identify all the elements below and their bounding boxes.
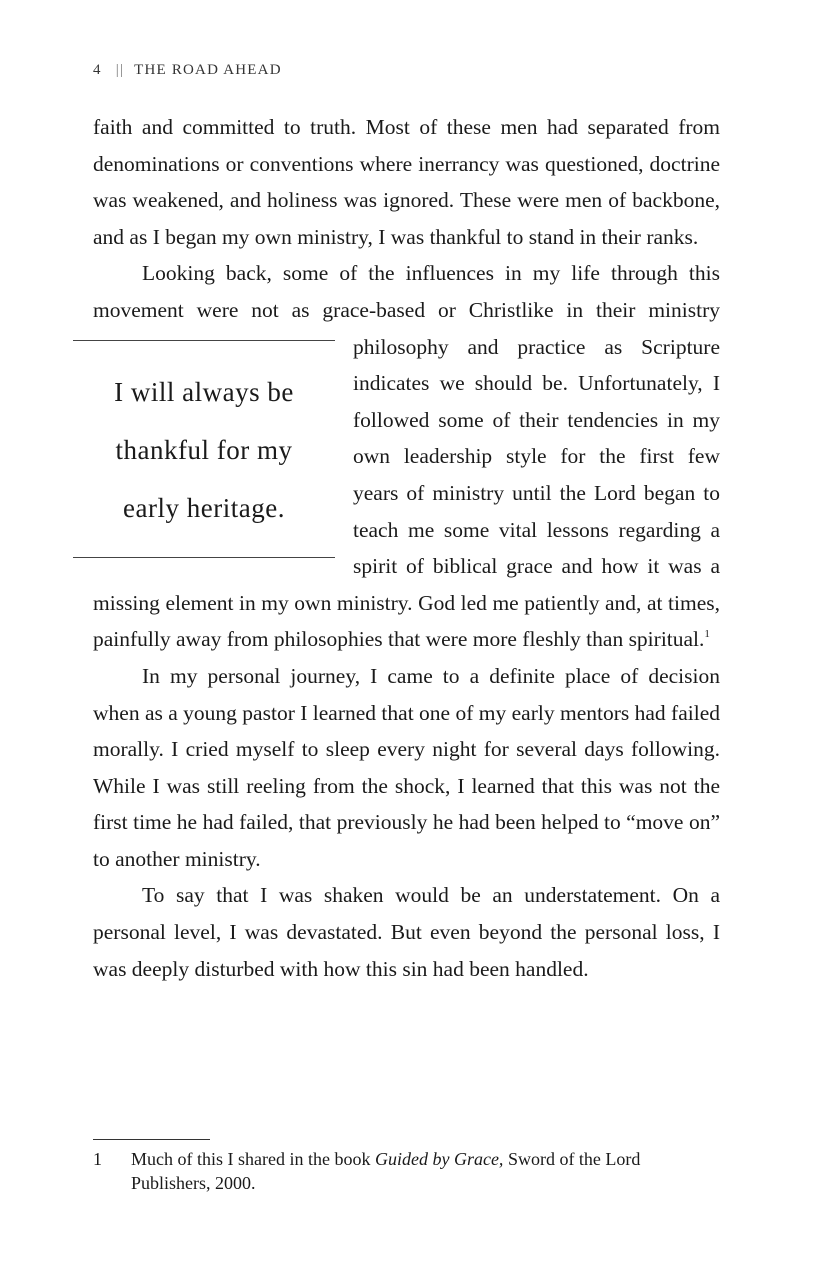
footnote-text [131, 1147, 713, 1195]
paragraph-4: To say that I was shaken would be an understatement. On a personal level, I was devastated. But even beyond the personal loss, I was deeply disturbed with how this sin had been handled. [93, 883, 720, 981]
paragraph-1: faith and committed to truth. Most of these men had separated from denominations or conventions where inerrancy was questioned, doctrine was weakened, and holiness was ignored. These were men of backbone, and as I began my own ministry, I was thankful to stand in their ranks. [93, 115, 720, 249]
pull-quote [73, 340, 335, 558]
footnote-divider [93, 1139, 210, 1140]
footnote [93, 1147, 713, 1195]
footnote-book-title: Guided by Grace, [374, 1149, 504, 1169]
pull-quote-line-3: early heritage. [123, 492, 285, 523]
running-head [93, 62, 282, 79]
body-text [93, 109, 720, 987]
pull-quote-line-2: thankful for my [115, 434, 293, 465]
paragraph-2-continued: philosophy and practice as Scripture indicates we should be. Unfortunately, I followed some of their tendencies in my own leadership style for the first few years of ministry until the Lord began to teach me some vital lessons regarding a spirit of biblical grace and how it was a missing element in my own ministry. God led me patiently and, at times, painfully away from philosophies that were more fleshly than spiritual. [93, 334, 720, 652]
footnote-text-start: Much of this I shared in the book [131, 1149, 375, 1169]
page-number: 4 [93, 62, 102, 78]
footnote-text-end: Sword of the Lord Publishers, 2000. [131, 1149, 641, 1193]
running-head-separator: || [115, 62, 125, 78]
paragraph-2-start: Looking back, some of the influences in my life through this movement were not as grace-based or Christlike in their ministry [93, 261, 720, 322]
paragraph-3: In my personal journey, I came to a definite place of decision when as a young pastor I learned that one of my early mentors had failed morally. I cried myself to sleep every night for several days following. While I was still reeling from the shock, I learned that this was not the first time he had failed, that previously he had been helped to “move on” to another ministry. [93, 663, 720, 871]
footnote-number: 1 [93, 1149, 102, 1169]
running-head-title: THE ROAD AHEAD [134, 62, 282, 78]
pull-quote-line-1: I will always be [114, 376, 294, 407]
paragraph-2 [93, 255, 720, 658]
footnote-reference[interactable]: 1 [704, 628, 710, 641]
